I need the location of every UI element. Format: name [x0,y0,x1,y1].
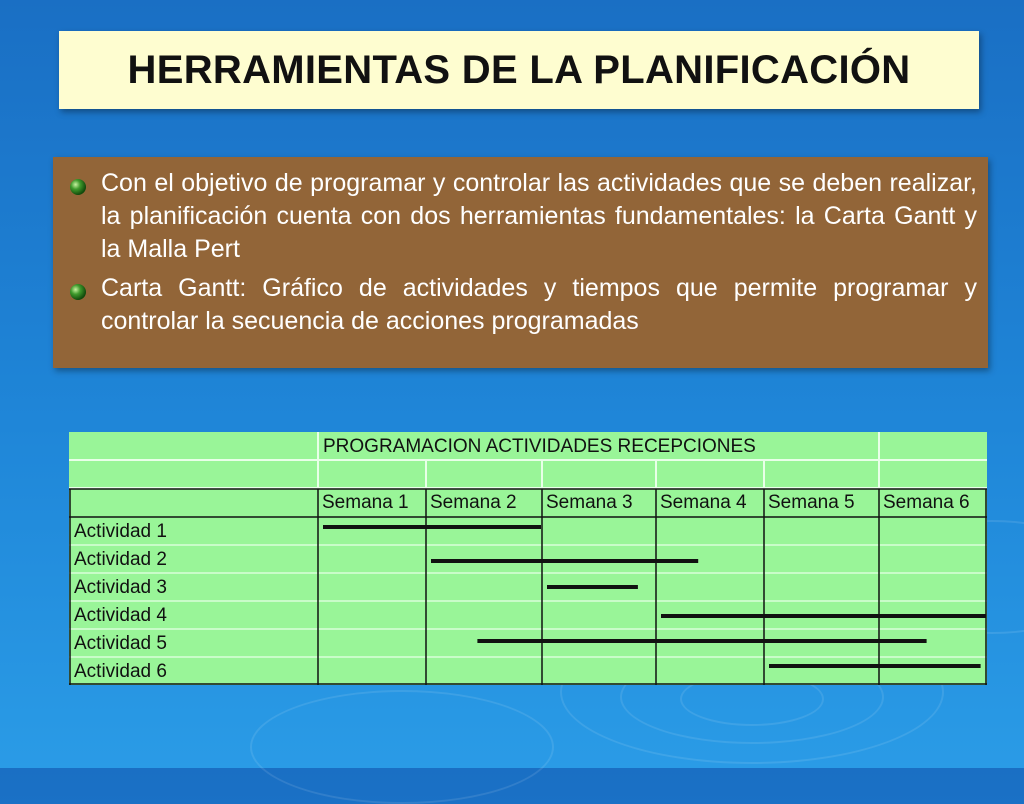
gantt-grid [69,432,987,685]
week-header: Semana 6 [883,492,970,513]
week-header: Semana 1 [322,492,409,513]
green-sphere-bullet-icon [67,281,89,303]
table-title: PROGRAMACION ACTIVIDADES RECEPCIONES [323,436,756,457]
activity-label: Actividad 3 [74,577,167,598]
activity-label: Actividad 2 [74,549,167,570]
green-sphere-bullet-icon [67,176,89,198]
content-box [53,157,988,368]
page-title: HERRAMIENTAS DE LA PLANIFICACIÓN [127,47,911,92]
activity-label: Actividad 4 [74,605,167,626]
gantt-chart-table [69,432,987,685]
table-background [69,432,987,685]
week-header: Semana 2 [430,492,517,513]
bullet-item [67,272,977,338]
week-header: Semana 5 [768,492,855,513]
bullet-item [67,167,977,266]
week-header: Semana 3 [546,492,633,513]
week-header: Semana 4 [660,492,747,513]
bullet-text: Con el objetivo de programar y controlar las actividades que se deben realizar, la planificación cuenta con dos herramientas fundamentales: la Carta Gantt y la Malla Pert [101,169,977,263]
activity-label: Actividad 5 [74,633,167,654]
activity-label: Actividad 6 [74,661,167,682]
bullet-text: Carta Gantt: Gráfico de actividades y tiempos que permite programar y controlar la secuencia de acciones programadas [101,274,977,335]
activity-label: Actividad 1 [74,521,167,542]
ripple-decoration [250,690,554,804]
title-box [59,31,979,109]
